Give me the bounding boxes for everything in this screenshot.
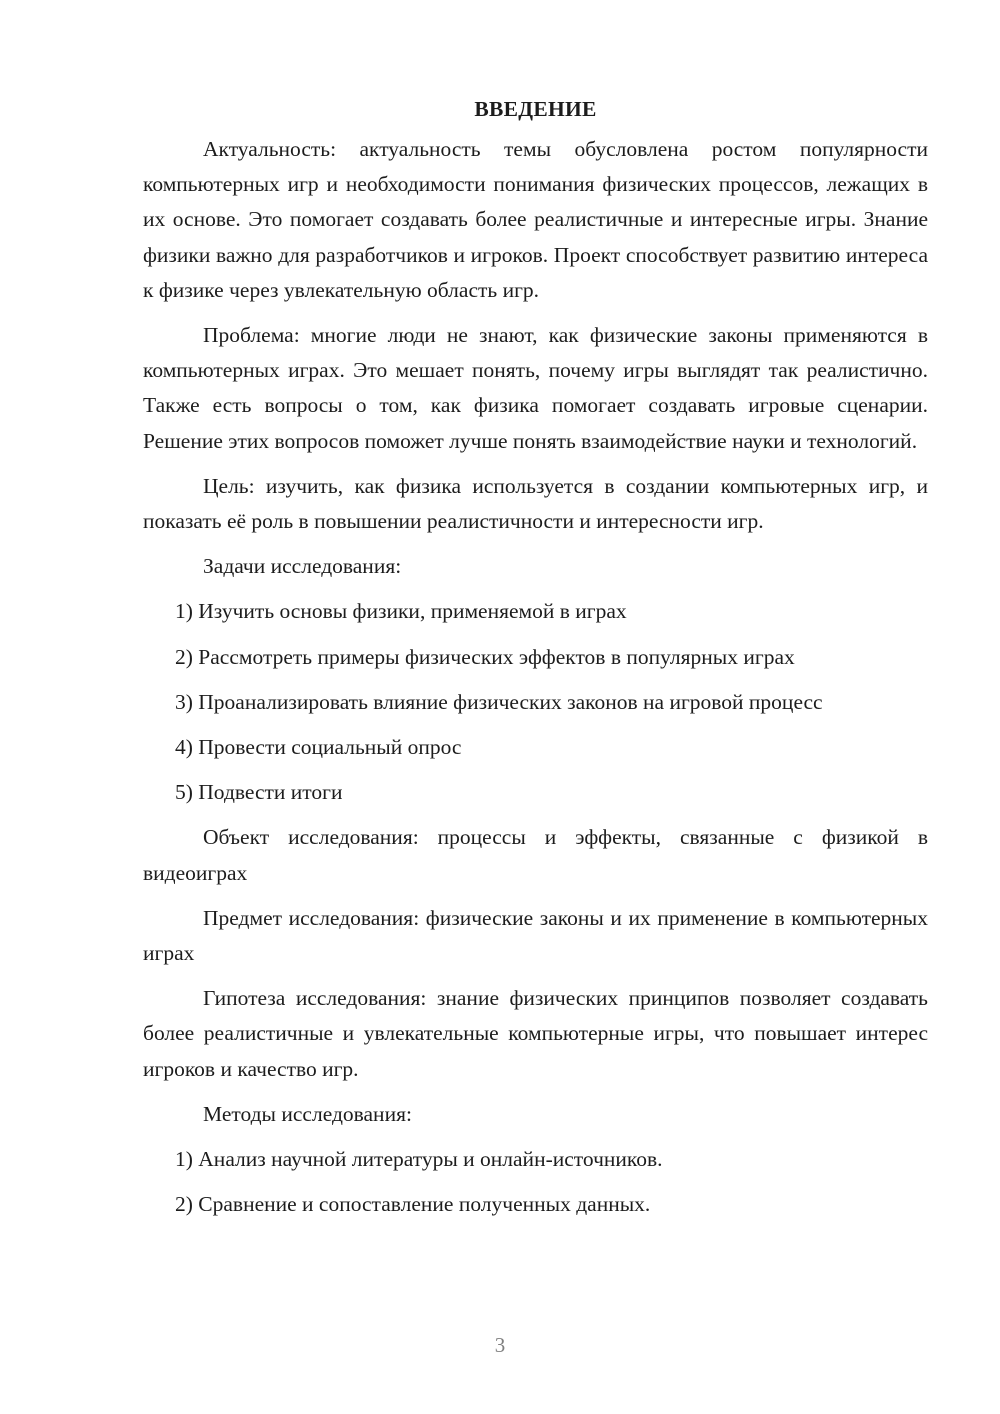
goal-paragraph: Цель: изучить, как физика используется в создании компьютерных игр, и показать её роль в повышении реалистичности и интересности игр. [143,473,928,534]
object-paragraph: Объект исследования: процессы и эффекты, связанные с физикой в видеоиграх [143,825,928,885]
relevance-paragraph: Актуальность: актуальность темы обусловлена ростом популярности компьютерных игр и необходимости понимания физических процессов, лежащих в их основе. Это помогает создавать более реалистичные и интересные игры. Знание физики важно для разработчиков и игроков. Проект способствует развитию интереса к физике через увлекательную область игр. [143,137,928,302]
task-item: 1) Изучить основы физики, применяемой в играх [175,599,627,624]
tasks-heading: Задачи исследования: [203,554,402,579]
task-item: 3) Проанализировать влияние физических законов на игровой процесс [175,689,823,714]
method-item: 2) Сравнение и сопоставление полученных данных. [175,1192,651,1217]
task-item: 2) Рассмотреть примеры физических эффектов в популярных играх [175,644,795,669]
task-item: 5) Подвести итоги [175,780,343,805]
page-number: 3 [494,1333,506,1357]
task-item: 4) Провести социальный опрос [175,735,462,760]
page-content [143,92,928,1222]
page-title: ВВЕДЕНИЕ [474,97,597,121]
methods-heading: Методы исследования: [203,1101,412,1126]
problem-paragraph: Проблема: многие люди не знают, как физические законы применяются в компьютерных играх. Это мешает понять, почему игры выглядят так реалистично. Также есть вопросы о том, как физика помогает создавать игровые сценарии. Решение этих вопросов поможет лучше понять взаимодействие науки и технологий. [143,323,928,453]
hypothesis-paragraph: Гипотеза исследования: знание физических принципов позволяет создавать более реалистичные и увлекательные компьютерные игры, что повышает интерес игроков и качество игр. [143,986,928,1081]
method-item: 1) Анализ научной литературы и онлайн-источников. [175,1147,663,1172]
subject-paragraph: Предмет исследования: физические законы и их применение в компьютерных играх [143,905,928,966]
